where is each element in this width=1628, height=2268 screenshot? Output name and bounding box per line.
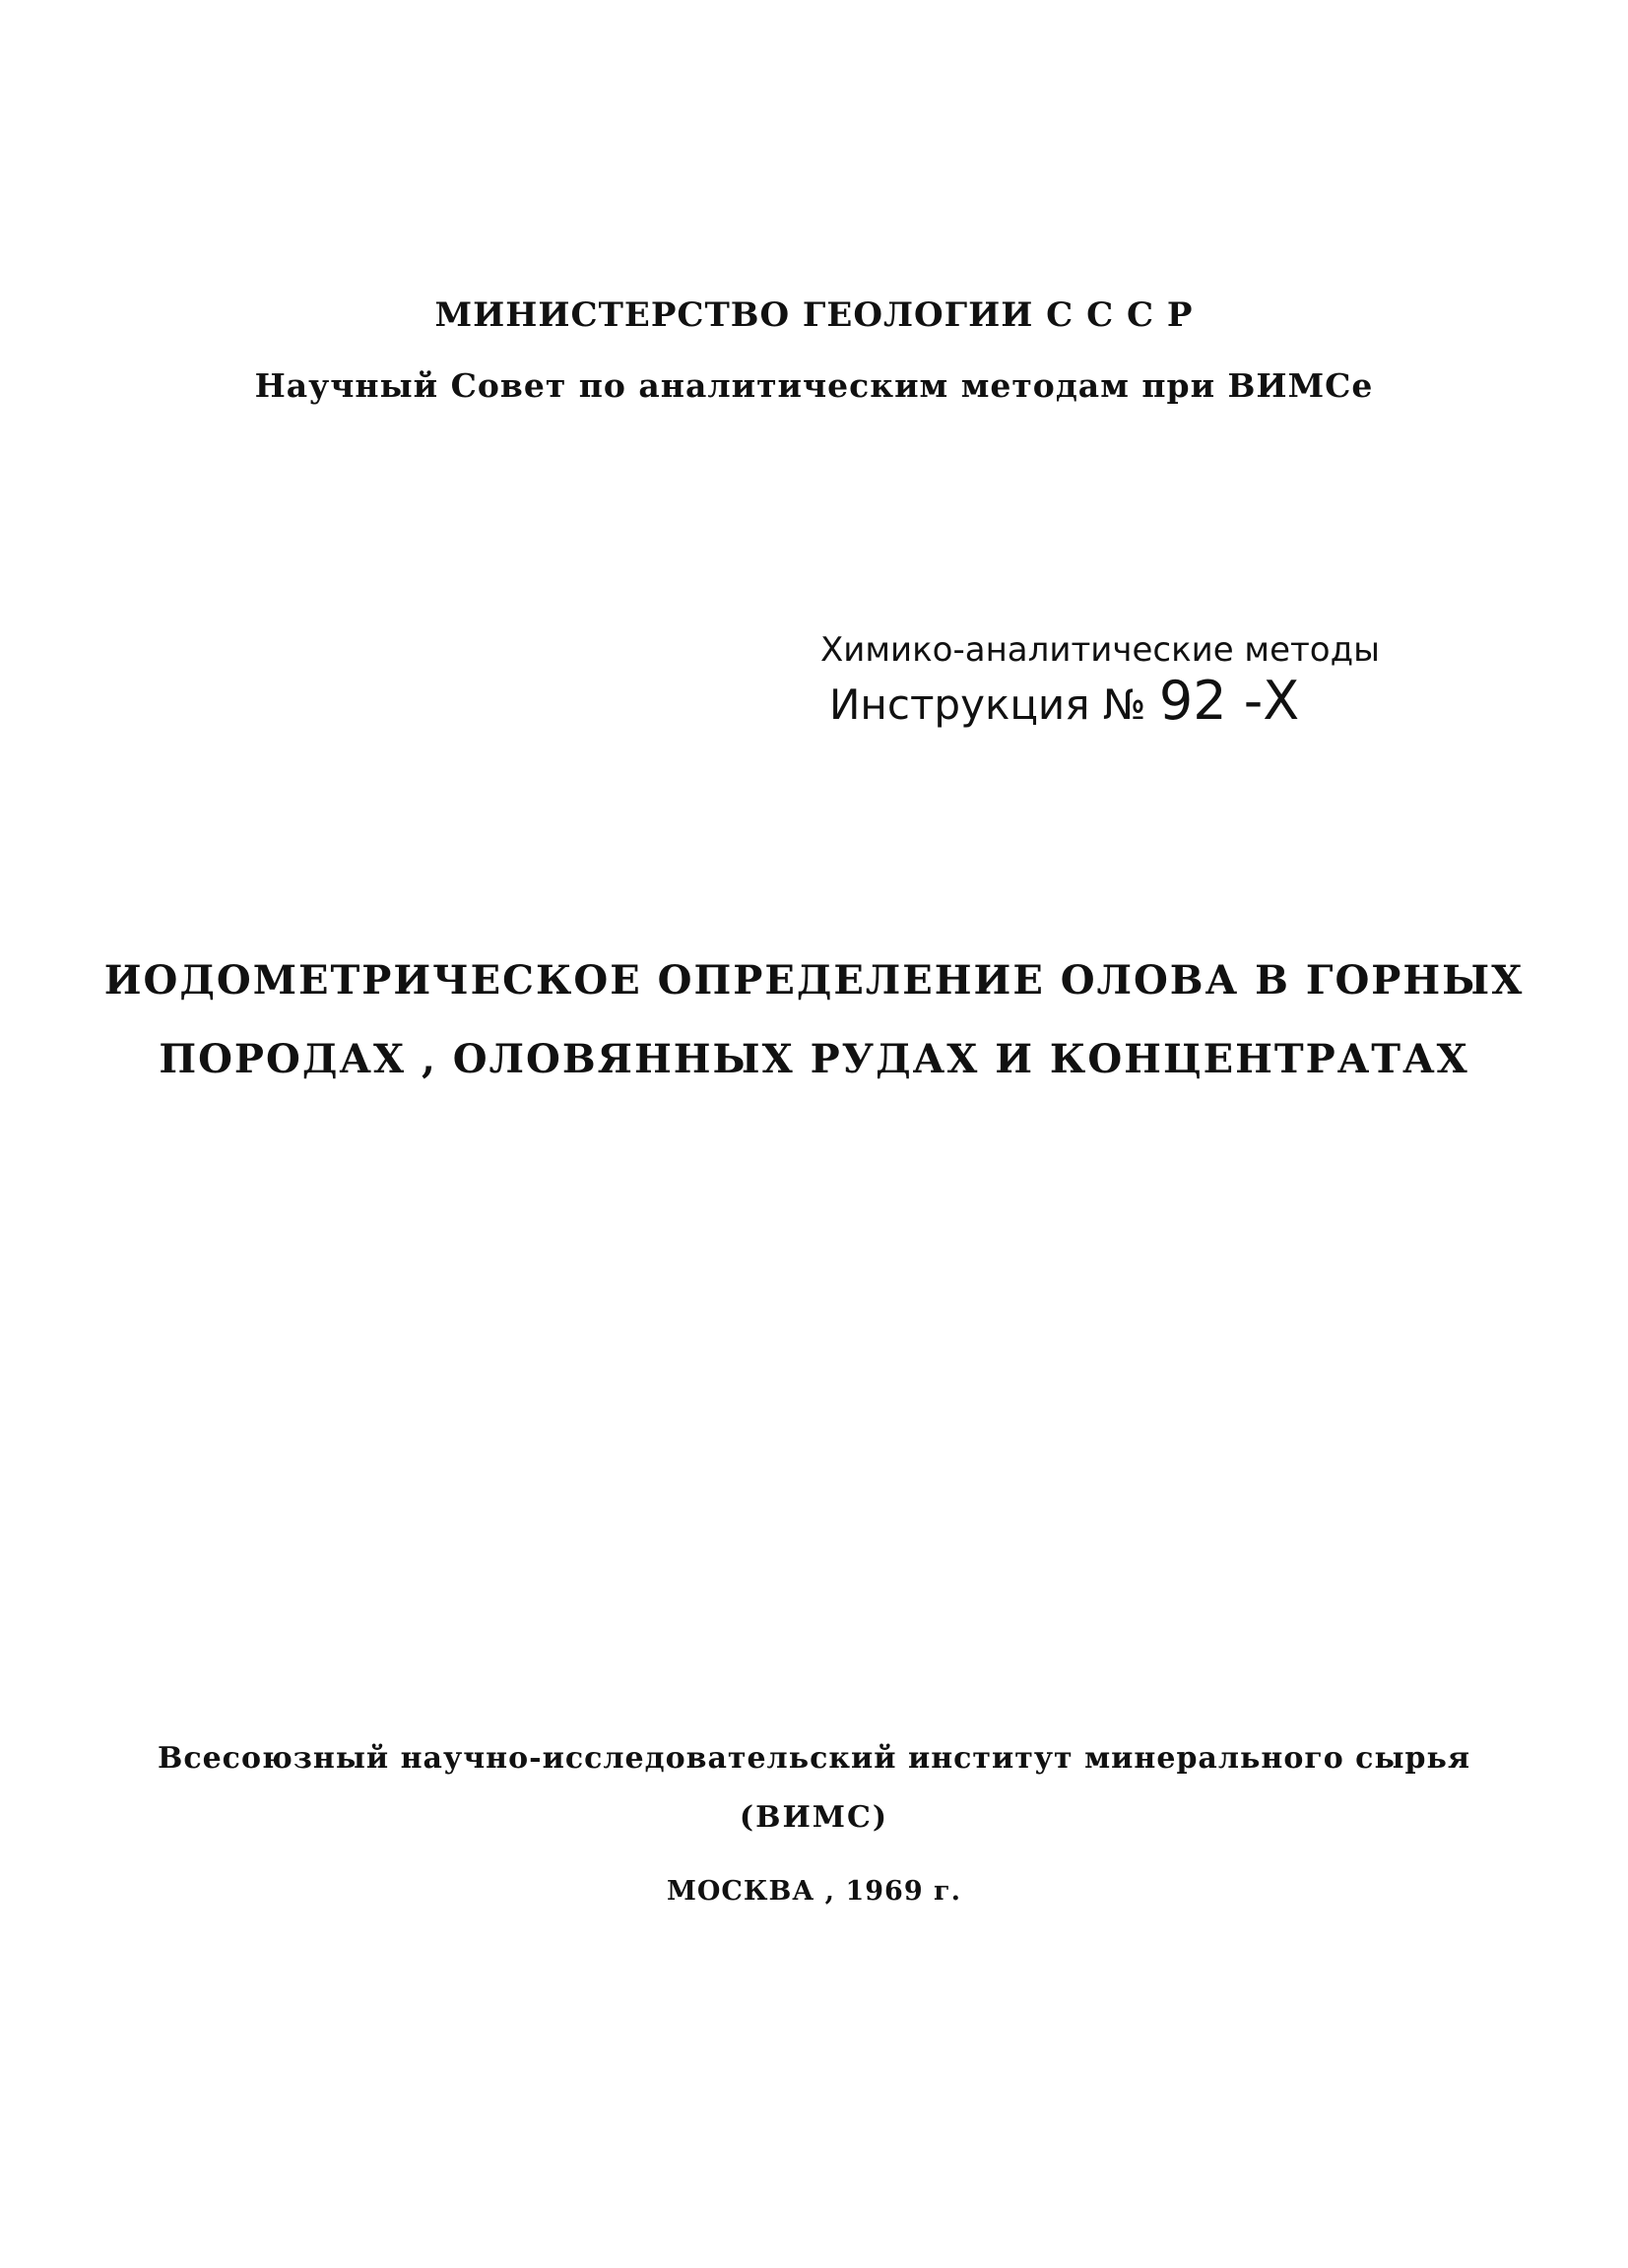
document-title-line-2: ПОРОДАХ , ОЛОВЯННЫХ РУДАХ И КОНЦЕНТРАТАХ [159,1036,1469,1082]
institute-name: Всесоюзный научно-исследовательский институт минерального сырья [157,1741,1471,1776]
council-subheading: Научный Совет по аналитическим методам при ВИМСе [254,366,1374,405]
document-title-line-1: ИОДОМЕТРИЧЕСКОЕ ОПРЕДЕЛЕНИЕ ОЛОВА В ГОРНЫХ [103,957,1525,1004]
instruction-number-line [829,670,1299,732]
instruction-prefix: Инструкция № [829,680,1146,729]
place-and-year: МОСКВА , 1969 г. [667,1876,961,1907]
instruction-number: 92 -Х [1158,670,1300,732]
series-name: Химико-аналитические методы [820,630,1380,670]
institute-abbreviation: (ВИМС) [739,1800,889,1835]
ministry-heading: МИНИСТЕРСТВО ГЕОЛОГИИ С С С Р [434,295,1194,335]
